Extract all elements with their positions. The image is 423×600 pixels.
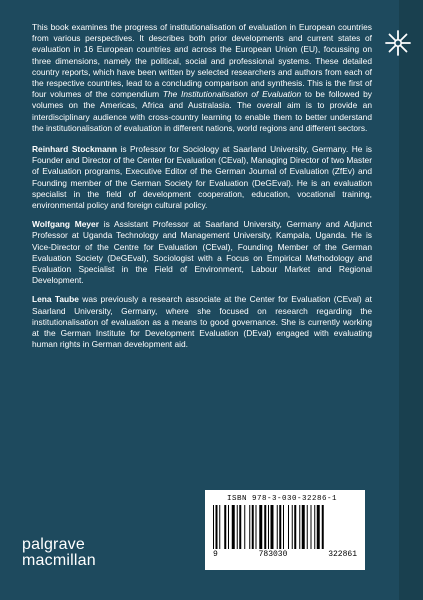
barcode-bar	[252, 505, 254, 549]
author2-bio-text: is Assistant Professor at Saarland University, Germany and Adjunct Professor at Uganda Technology and Management University, Kampala, Uganda. He is Vice-Director of the Centre for Evaluation (CEval), Founding Member of the German Evaluation Society (DeGEval), Sociologist with a Focus on Empirical Methodology and Evaluation Specialist in the Field of Environment, Labour Market and Regional Development.	[32, 219, 372, 286]
isbn-label: ISBN 978-3-030-32286-1	[227, 495, 338, 503]
barcode-bar	[264, 505, 266, 549]
barcode-bar	[268, 505, 269, 549]
barcode-bar	[219, 505, 220, 549]
barcode-bar	[224, 505, 226, 549]
barcode-bar	[239, 505, 241, 549]
publisher-logo	[22, 537, 96, 569]
barcode-digit-group-3: 322861	[328, 550, 357, 559]
barcode-bar	[322, 505, 324, 549]
barcode-bar	[314, 505, 315, 549]
barcode-box	[205, 490, 365, 570]
barcode-bar	[292, 505, 293, 549]
intro-text: This book examines the progress of institutionalisation of evaluation in European countries from various perspectives. It describes both prior developments and current states of evaluation in 16 European countries and across the European Union (EU), focussing on three dimensions, namely the political, social and professional systems. These detailed country reports, which have been written by selected researchers and authors from each of the respective countries, lead to a concluding comparison and synthesis. This is the first of four volumes of the compendium	[32, 22, 372, 100]
barcode-digit-group-1: 9	[213, 550, 218, 559]
publisher-line2: macmillan	[22, 552, 96, 569]
author1-bio-text: is Professor for Sociology at Saarland University, Germany. He is Founder and Director of the Center for Evaluation (CEval), Managing Director of two Master of Evaluation programs, Executive Editor of the German Journal of Evaluation (ZfEv) and Founding member of the German Society for Evaluation (DeGEval). He is an evaluation specialist in the field of development cooperation, education, vocational training, environmental policy and foreign cultural policy.	[32, 144, 372, 211]
palgrave-star-icon	[383, 28, 413, 58]
barcode-bar	[302, 505, 305, 549]
barcode-bar	[299, 505, 300, 549]
barcode-bar	[277, 505, 278, 549]
author3-name: Lena Taube	[32, 294, 79, 305]
barcode-bar	[256, 505, 257, 549]
compendium-title: The Institutionalisation of Evaluation	[162, 89, 302, 100]
barcode-bar	[259, 505, 262, 549]
barcode	[213, 505, 357, 549]
barcode-bar	[216, 505, 218, 549]
barcode-bar	[307, 505, 308, 549]
barcode-bar	[283, 505, 284, 549]
author1-name: Reinhard Stockmann	[32, 144, 117, 155]
author2-bio	[32, 219, 372, 286]
barcode-bar	[237, 505, 238, 549]
intro-end-text: to be followed by volumes on the Americas, Africa and Australasia. The overall aim is to provide an interdisciplinary audience with cross-country learning to enable them to better understand the institutionalisation of evaluation in different nations, world regions and different sectors.	[32, 89, 372, 133]
barcode-digit-group-2: 783030	[258, 550, 288, 559]
author1-bio	[32, 144, 372, 211]
barcode-bar	[271, 505, 274, 549]
barcode-bar	[213, 505, 214, 549]
author3-bio	[32, 294, 372, 350]
barcode-bar	[228, 505, 229, 549]
spine-strip	[399, 0, 423, 600]
barcode-digits	[213, 550, 357, 559]
publisher-website[interactable]: www.palgrave.com	[212, 560, 271, 567]
barcode-bar	[294, 505, 296, 549]
barcode-bar	[249, 505, 250, 549]
barcode-bar	[311, 505, 312, 549]
barcode-bar	[288, 505, 289, 549]
author3-bio-text: was previously a research associate at the Center for Evaluation (CEval) at Saarland University, Germany, where she focused on research regarding the institutionalisation of evaluation as a means to good governance. She is currently working at the German Institute for Development Evaluation (DEval) engaged with evaluating human rights in German development aid.	[32, 294, 372, 350]
blurb	[32, 22, 372, 358]
intro-paragraph	[32, 22, 372, 134]
barcode-bar	[317, 505, 320, 549]
barcode-bar	[244, 505, 245, 549]
publisher-line1: palgrave	[22, 536, 85, 553]
barcode-bar	[279, 505, 281, 549]
barcode-bar	[232, 505, 235, 549]
author2-name: Wolfgang Meyer	[32, 219, 99, 230]
